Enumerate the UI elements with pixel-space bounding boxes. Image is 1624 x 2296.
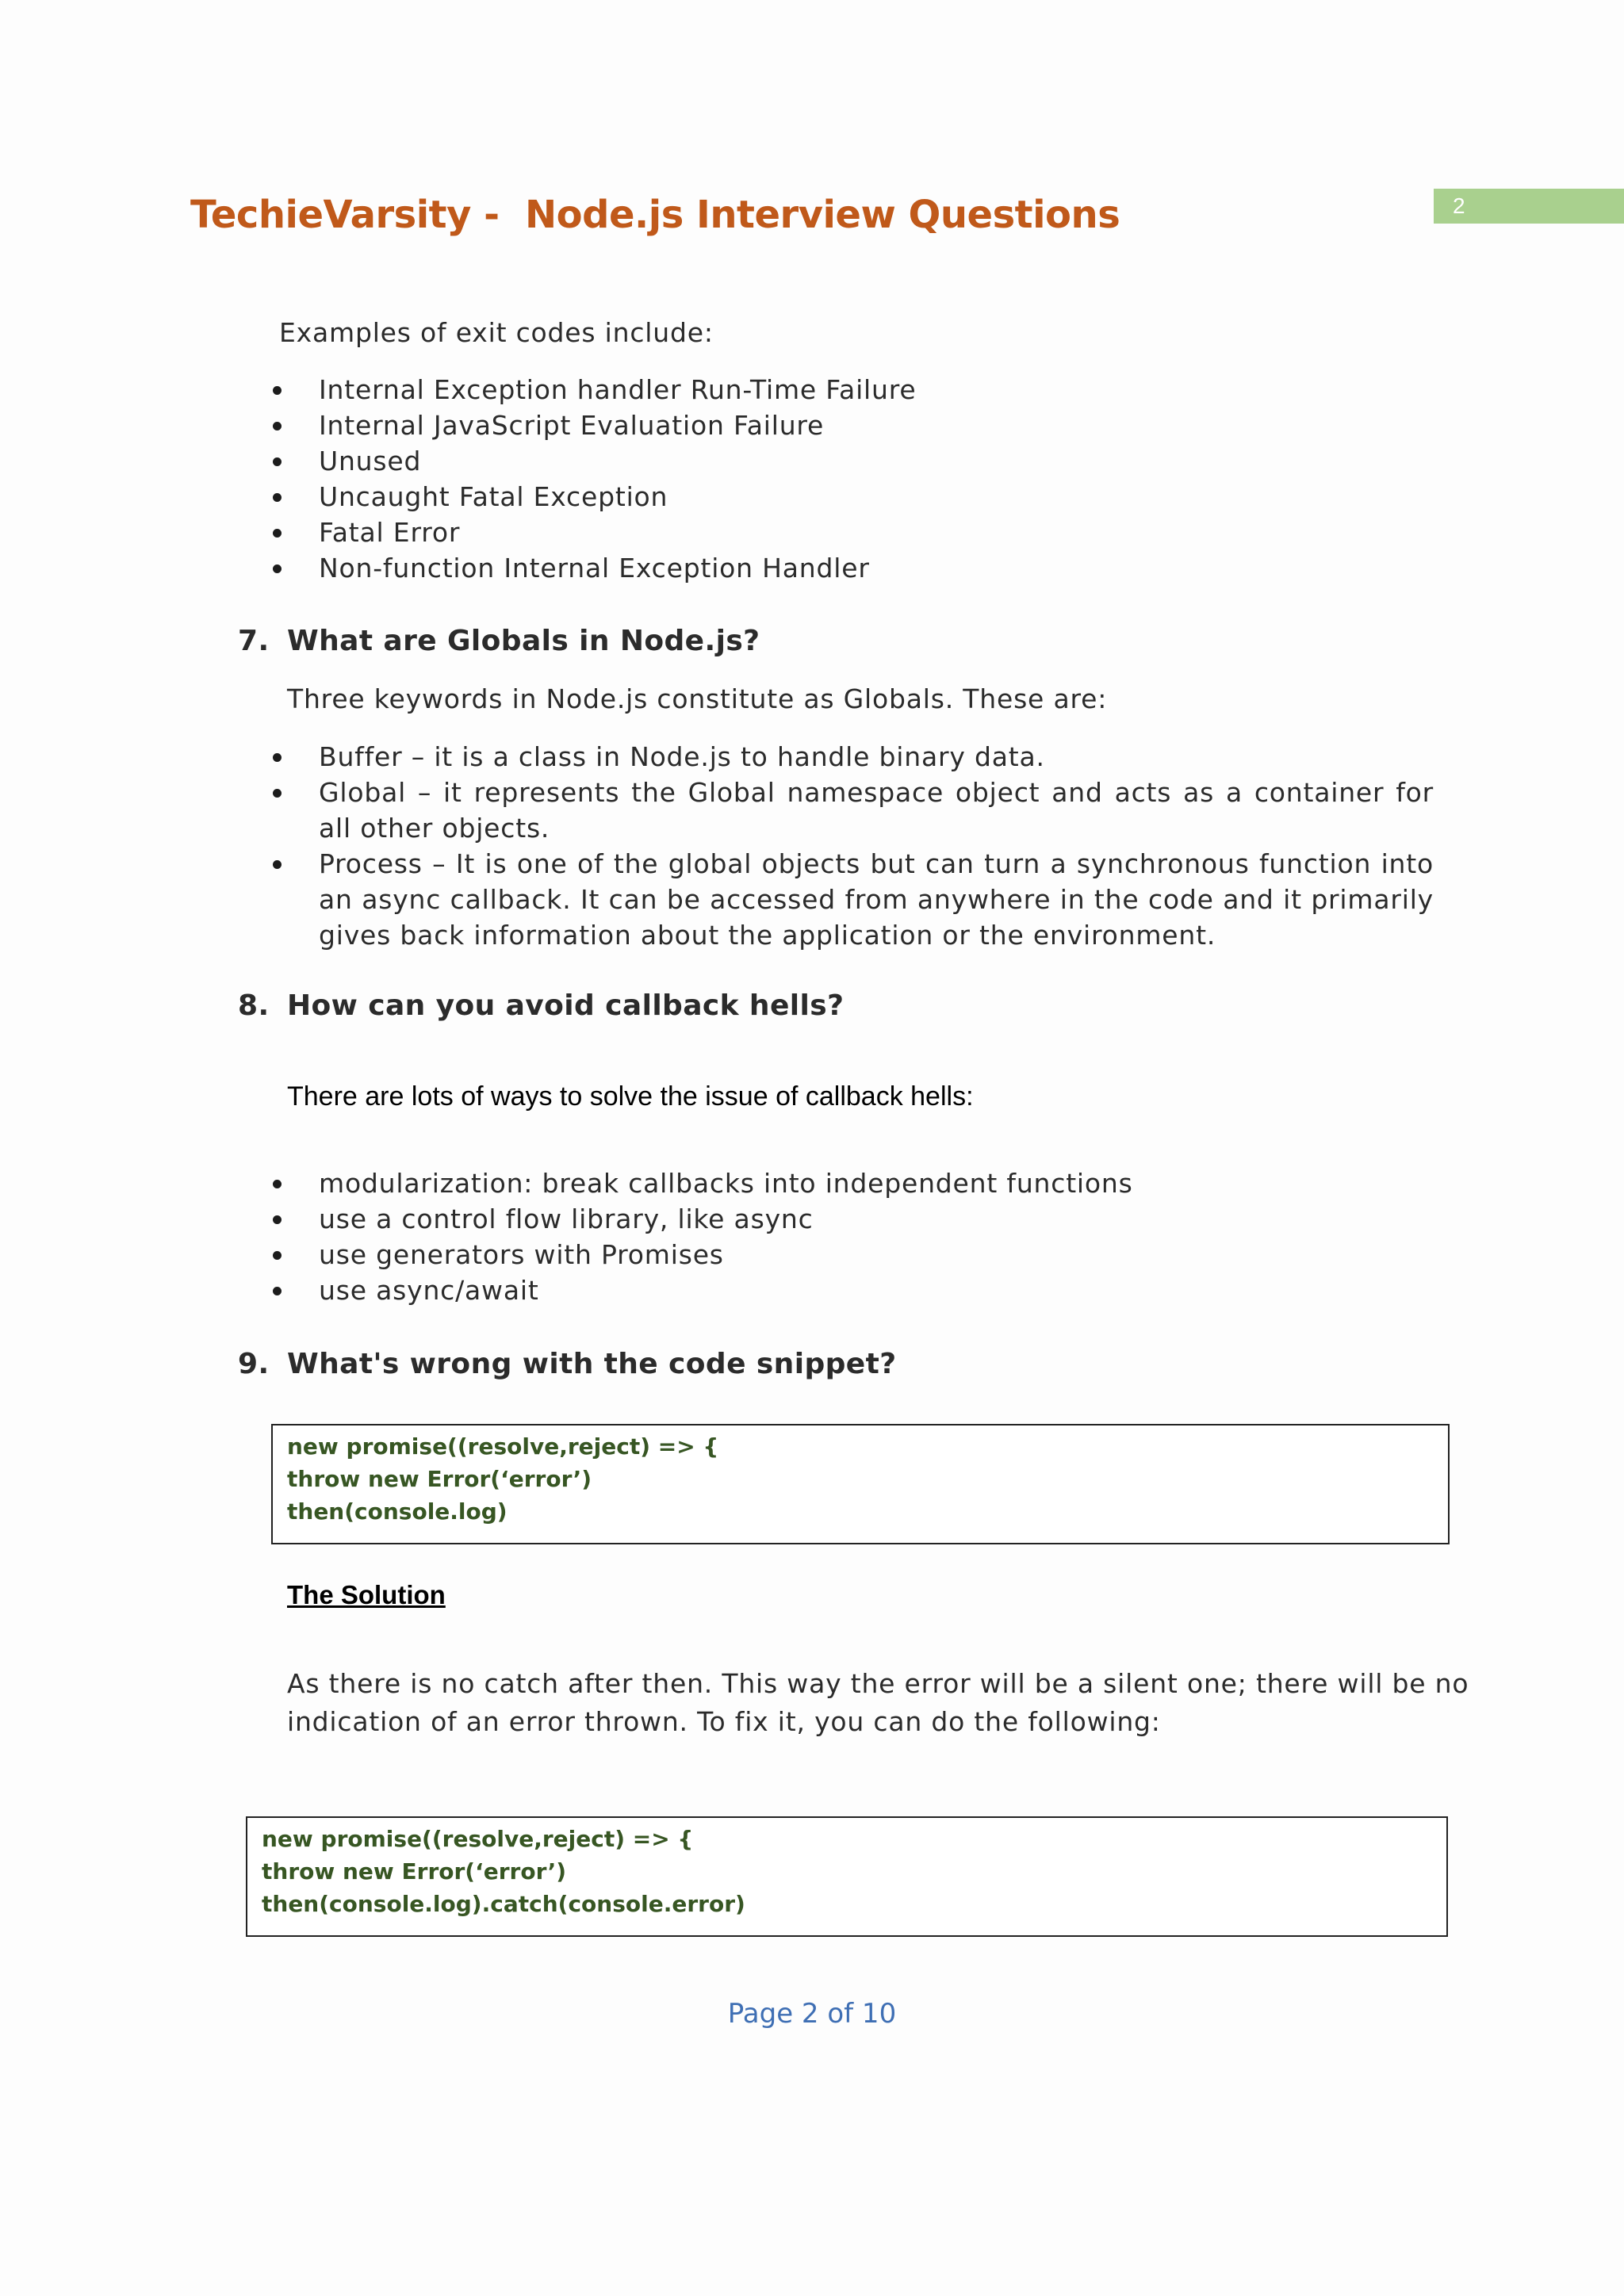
solution-line: As there is no catch after then. This way the error will be a silent one; there will be no [287, 1668, 1469, 1699]
solution-heading: The Solution [287, 1580, 446, 1609]
list-item: Non-function Internal Exception Handler [270, 550, 1434, 586]
list-item: Buffer – it is a class in Node.js to handle binary data. [270, 739, 1434, 775]
q8-intro: There are lots of ways to solve the issue of callback hells: [287, 1081, 974, 1112]
bullet-icon [273, 564, 282, 573]
question-number: 7. [238, 625, 270, 657]
list-item: modularization: break callbacks into independent functions [270, 1165, 1434, 1201]
solution-paragraph [287, 1665, 1469, 1741]
page-header-title: TechieVarsity - Node.js Interview Questions [190, 193, 1120, 237]
code-snippet-box [271, 1424, 1450, 1544]
question-title: What are Globals in Node.js? [287, 625, 760, 657]
code-line: then(console.log).catch(console.error) [262, 1891, 745, 1917]
list-item: use async/await [270, 1272, 1434, 1308]
q8-solutions-list [270, 1165, 1434, 1308]
list-item: Unused [270, 443, 1434, 479]
question-7-heading [238, 625, 760, 657]
question-8-heading [238, 989, 844, 1022]
bullet-icon [273, 1180, 282, 1188]
list-item: use generators with Promises [270, 1237, 1434, 1272]
exit-codes-intro: Examples of exit codes include: [279, 317, 714, 348]
bullet-icon [273, 753, 282, 762]
bullet-icon [273, 1251, 282, 1260]
bullet-icon [273, 493, 282, 502]
code-line: new promise((resolve,reject) => { [262, 1826, 694, 1852]
list-item: Internal Exception handler Run-Time Failure [270, 372, 1434, 408]
list-item: Fatal Error [270, 515, 1434, 550]
bullet-icon [273, 860, 282, 869]
list-item: use a control flow library, like async [270, 1201, 1434, 1237]
bullet-icon [273, 1287, 282, 1295]
question-9-heading [238, 1348, 897, 1380]
question-title: What's wrong with the code snippet? [287, 1348, 897, 1380]
list-item: Global – it represents the Global namespace object and acts as a container for all other objects. [270, 775, 1434, 846]
bullet-icon [273, 422, 282, 430]
q7-intro: Three keywords in Node.js constitute as Globals. These are: [287, 683, 1108, 714]
page-number-tab: 2 [1434, 189, 1624, 224]
code-line: throw new Error(‘error’) [287, 1466, 592, 1492]
code-line: throw new Error(‘error’) [262, 1858, 567, 1885]
fixed-code-box [246, 1816, 1448, 1937]
list-item: Uncaught Fatal Exception [270, 479, 1434, 515]
bullet-icon [273, 457, 282, 466]
question-title: How can you avoid callback hells? [287, 989, 845, 1022]
code-line: then(console.log) [287, 1498, 508, 1525]
list-item: Internal JavaScript Evaluation Failure [270, 408, 1434, 443]
question-number: 9. [238, 1348, 270, 1380]
page-footer: Page 2 of 10 [727, 1998, 897, 2030]
bullet-icon [273, 386, 282, 395]
q7-globals-list [270, 739, 1434, 953]
bullet-icon [273, 789, 282, 798]
solution-line: indication of an error thrown. To fix it, you can do the following: [287, 1706, 1161, 1737]
list-item: Process – It is one of the global objects but can turn a synchronous function into an async callback. It can be accessed from anywhere in the code and it primarily gives back information about the application or the environment. [270, 846, 1434, 953]
bullet-icon [273, 1215, 282, 1224]
bullet-icon [273, 529, 282, 538]
code-line: new promise((resolve,reject) => { [287, 1433, 719, 1460]
exit-codes-list [270, 372, 1434, 586]
question-number: 8. [238, 989, 270, 1022]
